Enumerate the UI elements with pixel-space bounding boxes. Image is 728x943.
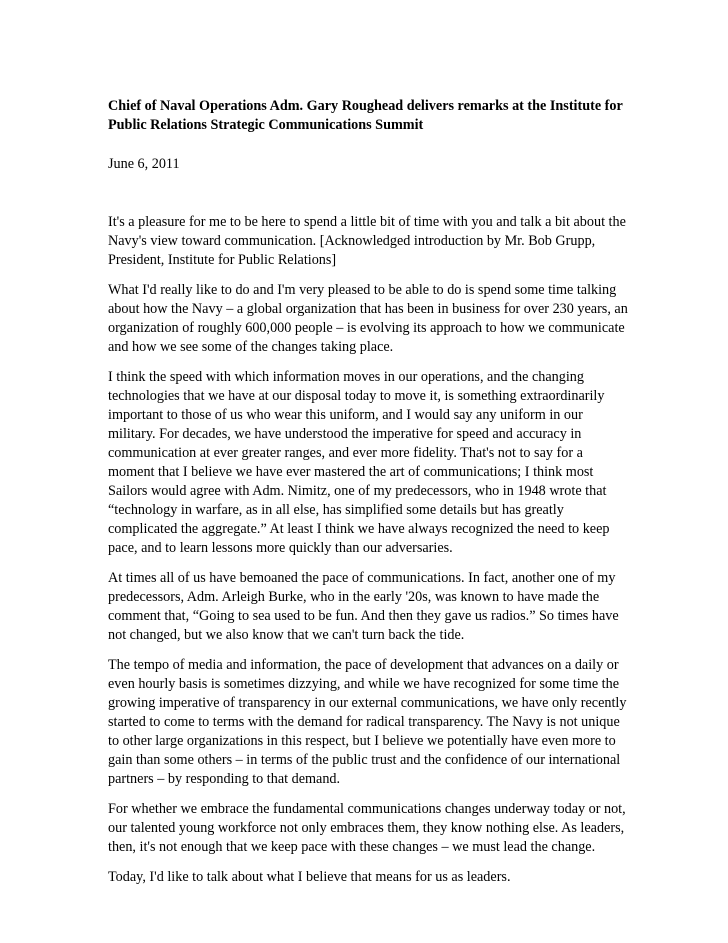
paragraph: Today, I'd like to talk about what I believe that means for us as leaders.: [108, 869, 511, 885]
document-body: [108, 213, 628, 887]
document-title: Chief of Naval Operations Adm. Gary Roughead delivers remarks at the Institute for Public Relations Strategic Communications Summit: [108, 98, 623, 133]
paragraph: At times all of us have bemoaned the pace of communications. In fact, another one of my predecessors, Adm. Arleigh Burke, who in the early '20s, was known to have made the comment that, “Going to sea used to be fun. And then they gave us radios.” So times have not changed, but we also know that we can't turn back the tide.: [108, 570, 619, 643]
document-date: June 6, 2011: [108, 156, 180, 172]
paragraph: For whether we embrace the fundamental communications changes underway today or not, our talented young workforce not only embraces them, they know nothing else. As leaders, then, it's not enough that we keep pace with these changes – we must lead the change.: [108, 801, 626, 855]
paragraph: It's a pleasure for me to be here to spend a little bit of time with you and talk a bit about the Navy's view toward communication. [Acknowledged introduction by Mr. Bob Grupp, President, Institute for Public Relations]: [108, 214, 626, 268]
paragraph: What I'd really like to do and I'm very pleased to be able to do is spend some time talking about how the Navy – a global organization that has been in business for over 230 years, an organization of roughly 600,000 people – is evolving its approach to how we communicate and how we see some of the changes taking place.: [108, 282, 628, 355]
paragraph: The tempo of media and information, the pace of development that advances on a daily or even hourly basis is sometimes dizzying, and while we have recognized for some time the growing imperative of transparency in our external communications, we have only recently started to come to terms with the demand for radical transparency. The Navy is not unique to other large organizations in this respect, but I believe we potentially have even more to gain than some others – in terms of the public trust and the confidence of our international partners – by responding to that demand.: [108, 657, 627, 787]
document-page: [108, 97, 628, 898]
paragraph: I think the speed with which information moves in our operations, and the changing technologies that we have at our disposal today to move it, is something extraordinarily important to those of us who wear this uniform, and I would say any uniform in our military. For decades, we have understood the imperative for speed and accuracy in communication at ever greater ranges, and ever more fidelity. That's not to say for a moment that I believe we have ever mastered the art of communications; I think most Sailors would agree with Adm. Nimitz, one of my predecessors, who in 1948 wrote that “technology in warfare, as in all else, has simplified some details but has greatly complicated the aggregate.” At least I think we have always recognized the need to keep pace, and to learn lessons more quickly than our adversaries.: [108, 369, 610, 556]
